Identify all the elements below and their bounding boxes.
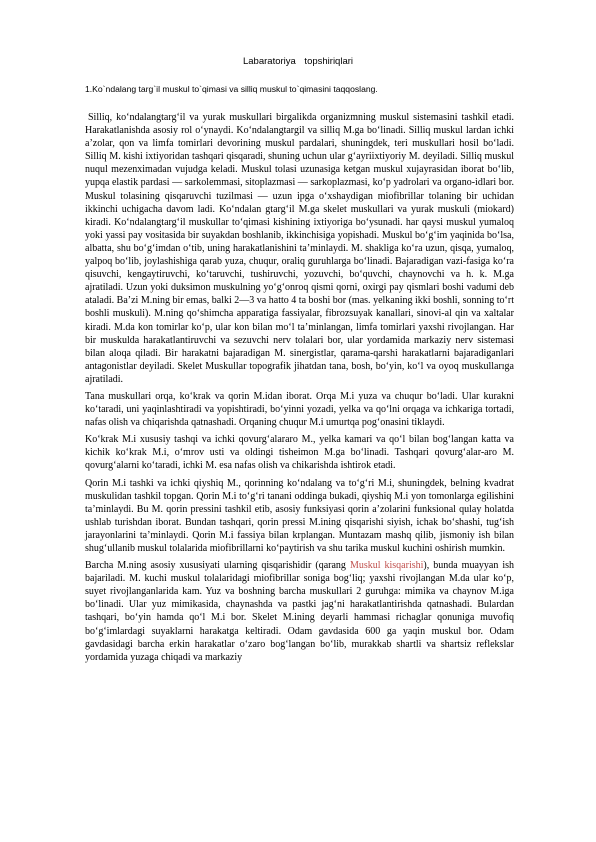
paragraph-text: ), bunda muayyan ish bajariladi. M. kuchi muskul tolalaridagi miofibrillar soniga bog‘liq; yaxshi rivojlangan M.da ular ko‘p, suyet rivojlanganlarida kam. Yuz va boshning barcha muskullari 2 guruhga: mimika va chaynov M.iga bo‘linadi. Ular yuz mimikasida, chaynashda va pastki jag‘ni harakatlantirishda qatnashadi. Bulardan tashqari, bo‘yin hamda qo‘l M.i bor. Skelet M.ining deyarli hammasi richaglar qonuniga muvofiq bo‘g‘imlardagi suyaklarni harakatga keltiradi. Odam gavdasida 600 ga yaqin muskul bor. Odam gavdasidagi barcha erkin harakatlar o‘zaro bog‘langan bo‘lib, murakkab shartli va shartsiz reflekslar yordamida yuzaga chiqadi va markaziy [85,560,514,663]
task-heading: 1.Ko`ndalang targ`il muskul to`qimasi va silliq muskul to`qimasini taqqoslang. [85,84,378,94]
paragraph: Silliq, ko‘ndalangtarg‘il va yurak muskullari birgalikda organizmning muskul sistemasini tashkil etadi. Harakatlanishda asosiy rol o‘ynaydi. Ko‘ndalangtargil va silliq M.ga bo‘linadi. Silliq muskul lardan ichki a’zolar, qon va limfa tomirlari devorining muskul pardalari, shuningdek, teri muskullari hosil bo‘ladi. Silliq M. kishi ixtiyoridan tashqari qisqaradi, shuning uchun ular g‘ayriixtiyoriy M. deyiladi. Silliq muskul nuqul mezenximadan vujudga keladi. Muskul tolasi uzunasiga ketgan muskul xujayrasidan iborat bo‘lib, yupqa elastik pardasi — sarkolemmasi, sitoplazmasi — sarkoplazmasi, ko‘p yadrolari va organo-idlari bor. Muskul tolasining qisqaruvchi tuzilmasi — uzun ipga o‘xshaydigan miofibrillar tolaning bir uchidan ikkinchi uchigacha davom ladi. Ko‘ndalan gtarg‘il M.ga skelet muskullari va yurak muskuli (miokard) kiradi. Ko‘ndalangtarg‘il muskullar to‘qimasi kishining ixtiyoriga bo‘ysunadi. har qaysi muskul yumaloq yoki yassi pay vositasida bir suyakdan boshlanib, ikkinchisiga yopishadi. Muskul bo‘g‘im yaqinida bo‘lsa, albatta, shu bo‘g‘imdan o‘tib, uning harakatlanishini ta’minlaydi. M. shakliga ko‘ra uzun, qisqa, yumaloq, yalpoq bo‘lib, joylashishiga qarab yuza, chuqur, oraliq guruhlarga bo‘linadi. Bajaradigan vazi-fasiga ko‘ra qisuvchi, kengaytiruvchi, ko‘taruvchi, tushiruvchi, yozuvchi, bo‘quvchi, chaynovchi va h. k. M.ga ajratiladi. Uzun yoki duksimon muskulning yo‘g‘onroq qismi qorni, oxirgi pay qismlari boshi vadumi deb ataladi. Ba’zi M.ning bir emas, balki 2—3 va hatto 4 ta boshi bor (mas. yelkaning ikki boshli, sonning to‘rt boshli muskuli). M.ning qo‘shimcha apparatiga fassiyalar, fibrozsuyak kanallari, sinovi-al qin va xaltalar kiradi. M.da kon tomirlar ko‘p, ular kon bilan mo‘l ta’minlangan, limfa tomirlari yaxshi rivojlangan. Har bir muskulda harakatlantiruvchi va sezuvchi nerv tolalari bor, ular yordamida markaziy nerv sistemasi bilan aloqa qiladi. Bir harakatni bajaradigan M. sinergistlar, qarama-qarshi harakatlarni bajaradiganlari antagonistlar deyiladi. Skelet Muskullar topografik jihatdan tana, bosh, bo‘yin, ko‘l va oyoq muskullarıga ajratiladi. [85,112,514,385]
muskul-kisqarishi-link[interactable]: Muskul kisqarishi [349,560,424,572]
paragraph-text: Barcha M.ning asosiy xususiyati ularning qisqarishidir (qarang [85,560,350,572]
paragraph: Tana muskullari orqa, ko‘krak va qorin M.idan iborat. Orqa M.i yuza va chuqur bo‘ladi. Ular kurakni ko‘taradi, uni yaqinlashtiradi va yopishtiradi, bo‘yinni yozadi, yelka va qo‘lni orqaga va ichkariga tortadi, nafas olish va chiqarishda qatnashadi. Orqaning chuqur M.i umurtqa pog‘onasini tiklaydi. [85,390,514,429]
document-body [85,111,514,668]
paragraph: Qorin M.i tashki va ichki qiyshiq M., qorinning ko‘ndalang va to‘g‘ri M.i, shuningdek, belning kvadrat muskulidan tashkil topgan. Qorin M.i to‘g‘ri tanani oddinga bukadi, qiyshiq M.i yon tomonlarga egilishini ta’minlaydi. Bu M. qorin pressini tashkil etib, asosiy funksiyasi qorin a’zolarini funksional qulay holatda ushlab turishdan iborat. Bundan tashqari, qorin pressi M.ining qisqarishi siyish, ichak bo‘shashi, tug‘ish jarayonlarini ta’minlaydi. Qorin M.i fassiya bilan krplangan. Muntazam mashq qilib, jismoniy ish bilan shug‘ullanib muskul tolalarida miofibrillarni ko‘paytirish va shu tarika muskul kuchini oshirish mumkin. [85,477,514,554]
paragraph-with-link [85,559,514,664]
page-title: Labaratoriya topshiriqlari [242,56,354,67]
paragraph: Ko‘krak M.i xususiy tashqi va ichki qovurg‘alararo M., yelka kamari va qo‘l bilan bog‘langan katta va kichik ko‘krak M.i, o‘mrov usti va oldingi tisheimon M.ga bo‘linadi. Tashqari qovurg‘alar-aro M. qovurg‘alarni ko‘taradi, ichki M. esa nafas olish va chikarishda ishtirok etadi. [85,434,514,472]
